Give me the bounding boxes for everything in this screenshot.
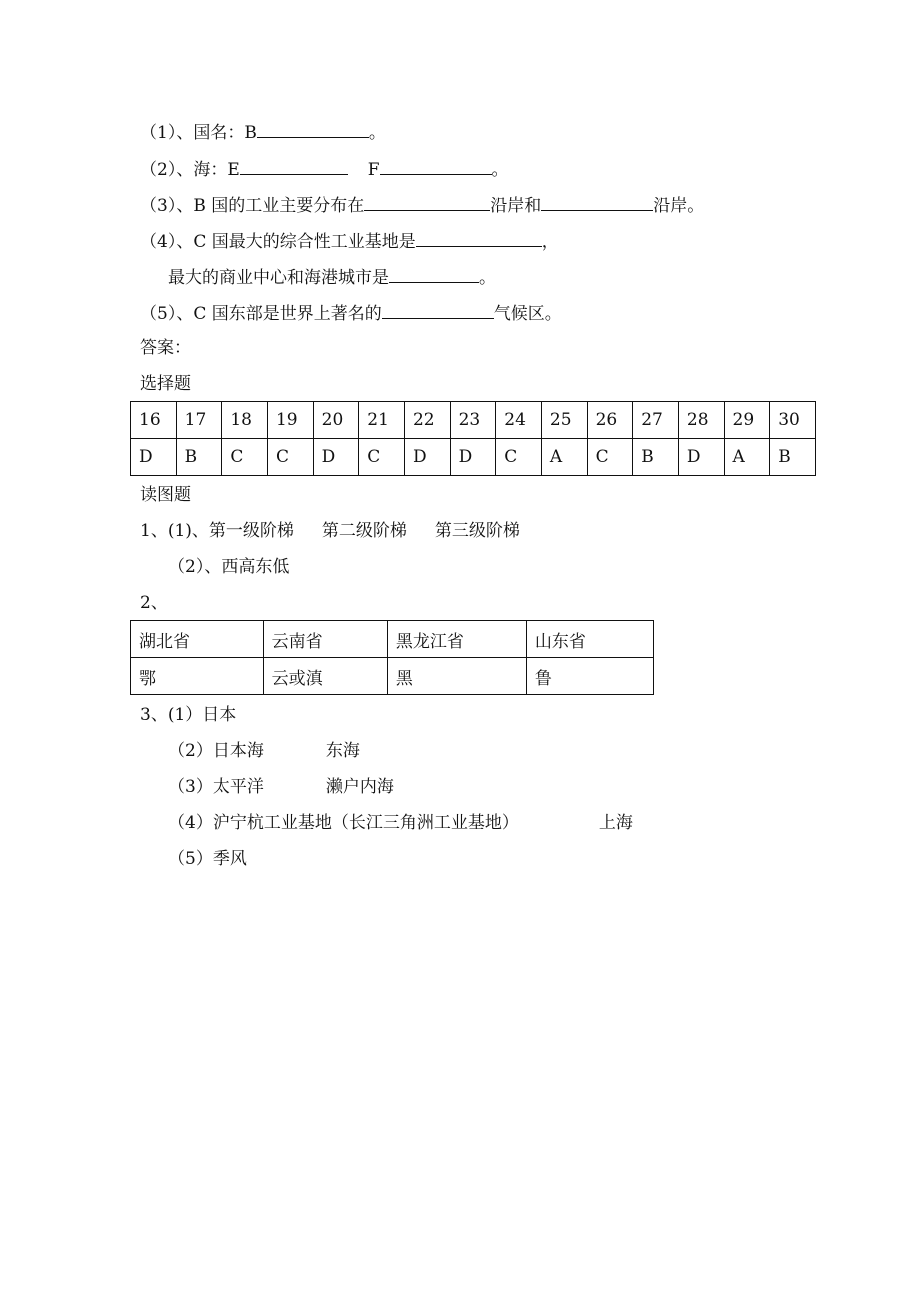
choice-answer-cell: D (678, 439, 724, 476)
choice-answer-cell: C (359, 439, 405, 476)
question-5 (140, 301, 562, 325)
answer-2-label: 2、 (140, 593, 168, 613)
abbreviation-cell: 鄂 (131, 658, 264, 695)
q3-prefix: （3）、B 国的工业主要分布在 (140, 196, 365, 216)
choice-number-row (131, 402, 816, 439)
q2-mid: F (367, 160, 380, 180)
q4a-suffix: ， (541, 232, 559, 252)
a1-first-step: 1、(1)、第一级阶梯 (140, 521, 294, 541)
province-cell: 黑龙江省 (387, 621, 526, 658)
abbreviation-cell: 鲁 (526, 658, 653, 695)
province-cell: 湖北省 (131, 621, 264, 658)
answer-1-line-1 (140, 520, 520, 542)
choice-answer-cell: B (633, 439, 679, 476)
choice-answer-cell: B (176, 439, 222, 476)
choice-answer-table (130, 401, 816, 476)
choice-answer-cell: C (222, 439, 268, 476)
answers-heading: 答案： (140, 338, 191, 358)
q3-blank-2 (541, 193, 653, 211)
q4a-blank (416, 229, 542, 247)
question-4b (168, 265, 496, 289)
a3-coast-1: （3）太平洋 (168, 777, 264, 797)
choice-answer-cell: B (770, 439, 816, 476)
a3-port-city: 上海 (598, 813, 633, 833)
answer-3-line-1: 3、(1）日本 (140, 705, 237, 725)
a1-second-step: 第二级阶梯 (321, 521, 407, 541)
choice-number-cell: 28 (678, 402, 724, 439)
choice-number-cell: 20 (313, 402, 359, 439)
choice-number-cell: 18 (222, 402, 268, 439)
choice-number-cell: 30 (770, 402, 816, 439)
answer-1-line-2: （2）、西高东低 (168, 557, 290, 577)
q5-suffix: 气候区。 (493, 304, 562, 324)
province-cell: 山东省 (526, 621, 653, 658)
a3-sea-1: （2）日本海 (168, 741, 264, 761)
q5-prefix: （5）、C 国东部是世界上著名的 (140, 304, 382, 324)
choice-answer-cell: C (267, 439, 313, 476)
choice-number-cell: 25 (541, 402, 587, 439)
q3-mid: 沿岸和 (490, 196, 542, 216)
choice-answer-cell: D (404, 439, 450, 476)
choice-answer-cell: A (724, 439, 770, 476)
q4a-prefix: （4）、C 国最大的综合性工业基地是 (140, 232, 416, 252)
choice-number-cell: 21 (359, 402, 405, 439)
q3-suffix: 沿岸。 (653, 196, 705, 216)
choice-answer-cell: D (450, 439, 496, 476)
q4b-blank (389, 265, 479, 283)
question-3 (140, 193, 704, 217)
q2-blank-e (240, 157, 348, 175)
q4b-suffix: 。 (479, 268, 496, 288)
a3-sea-2: 东海 (325, 741, 360, 761)
abbreviation-row (131, 658, 654, 695)
answer-3-line-4 (168, 812, 633, 834)
answer-3-line-3 (168, 776, 394, 798)
province-table (130, 620, 654, 695)
q1-suffix: 。 (368, 123, 386, 143)
question-4a (140, 229, 559, 253)
q1-prefix: （1）、国名：B (140, 123, 257, 143)
a1-third-step: 第三级阶梯 (434, 521, 520, 541)
q4b-prefix: 最大的商业中心和海港城市是 (168, 268, 389, 288)
a3-industrial-base: （4）沪宁杭工业基地（长江三角洲工业基地） (168, 813, 519, 833)
province-row (131, 621, 654, 658)
choice-number-cell: 17 (176, 402, 222, 439)
choice-number-cell: 27 (633, 402, 679, 439)
choice-number-cell: 23 (450, 402, 496, 439)
province-cell: 云南省 (263, 621, 387, 658)
map-heading: 读图题 (140, 485, 191, 505)
q1-blank (257, 120, 369, 138)
q3-blank-1 (364, 193, 490, 211)
q2-suffix: 。 (491, 160, 509, 180)
choice-number-cell: 19 (267, 402, 313, 439)
choice-answer-cell: C (587, 439, 633, 476)
question-2 (140, 157, 509, 181)
q2-blank-f (380, 157, 492, 175)
abbreviation-cell: 黑 (387, 658, 526, 695)
choice-answer-cell: C (496, 439, 542, 476)
choice-answer-row (131, 439, 816, 476)
choice-answer-cell: A (541, 439, 587, 476)
choice-number-cell: 26 (587, 402, 633, 439)
question-1 (140, 120, 386, 144)
choice-number-cell: 22 (404, 402, 450, 439)
choice-answer-cell: D (313, 439, 359, 476)
choice-answer-cell: D (131, 439, 177, 476)
choice-number-cell: 24 (496, 402, 542, 439)
choice-number-cell: 16 (131, 402, 177, 439)
choice-heading: 选择题 (140, 374, 191, 394)
q2-prefix: （2）、海：E (140, 160, 240, 180)
answer-3-line-2 (168, 740, 360, 762)
a3-coast-2: 濑户内海 (325, 777, 394, 797)
choice-number-cell: 29 (724, 402, 770, 439)
q5-blank (382, 301, 494, 319)
answer-3-line-5: （5）季风 (168, 849, 247, 869)
abbreviation-cell: 云或滇 (263, 658, 387, 695)
